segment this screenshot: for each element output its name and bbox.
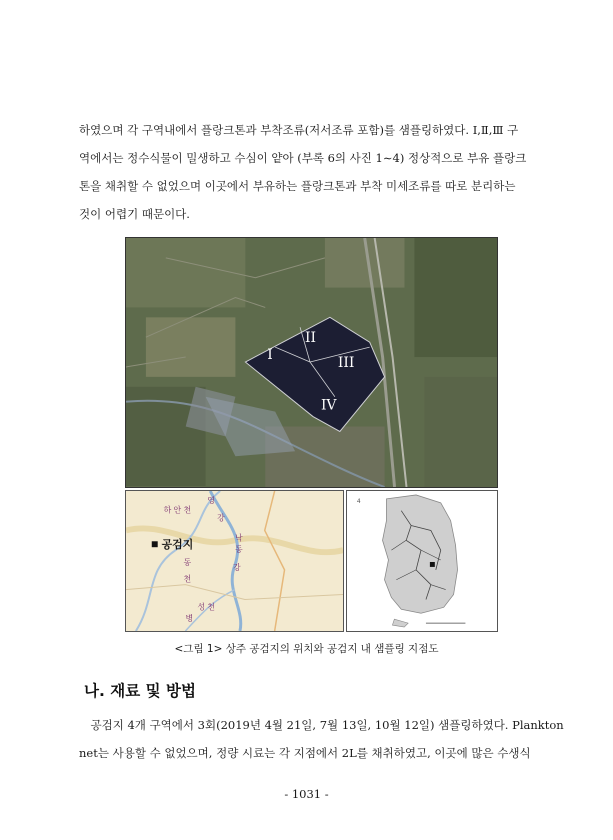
korea-map-label: 4 [356,498,361,505]
paragraph-line: 것이 어렵기 때문이다. [79,207,190,221]
zone-label-4: IV [320,397,337,414]
paragraph-line: net는 사용할 수 없었으며, 정량 시료는 각 지점에서 2L를 채취하였고, 이곳에 많은 수생식 [79,746,531,760]
map-place-label: 천 [183,505,192,515]
zone-label-3: III [337,354,355,371]
map-place-label: 낙 [234,533,243,543]
section-heading: 나. 재료 및 방법 [84,682,196,700]
map-place-label: 영 [207,495,215,505]
location-marker [430,562,435,567]
map-place-label: 하 [163,505,172,515]
map-place-label: 동 [183,557,192,567]
location-map [125,490,344,632]
paragraph-line: 공검지 4개 구역에서 3회(2019년 4월 21일, 7월 13일, 10월 12일) 샘플링하였다. Plankton [79,718,564,732]
location-marker [152,541,158,547]
zone-label-1: I [267,347,273,364]
body-paragraph-2 [79,711,564,767]
figure-1 [125,237,498,632]
korea-map [346,490,498,632]
map-place-label: 강 [233,562,241,572]
paragraph-line: 역에서는 정수식물이 밀생하고 수심이 얕아 (부록 6의 사진 1∼4) 정상적으로 부유 플랑크 [79,151,527,165]
page-number: - 1031 - [284,787,329,801]
map-place-label: 천 [207,602,215,612]
paragraph-line: 하였으며 각 구역내에서 플랑크톤과 부착조류(저서조류 포함)를 샘플링하였다. Ⅰ,Ⅱ,Ⅲ 구 [79,123,519,137]
map-place-label: 동 [234,545,243,555]
zone-label-2: II [305,330,317,347]
body-paragraph-1 [79,116,541,228]
map-place-label: 천 [183,574,192,584]
map-place-label: 성 [197,602,205,612]
map-place-label: 안 [173,505,182,515]
paragraph-line: 톤을 채취할 수 없었으며 이곳에서 부유하는 플랑크톤과 부착 미세조류를 따로 분리하는 [79,179,516,193]
map-main-label: 공검지 [161,538,194,552]
satellite-image [125,237,498,488]
figure-caption: <그림 1> 상주 공검지의 위치와 공검지 내 샘플링 지점도 [174,643,439,655]
map-place-label: 병 [185,614,194,624]
map-place-label: 강 [217,513,225,523]
